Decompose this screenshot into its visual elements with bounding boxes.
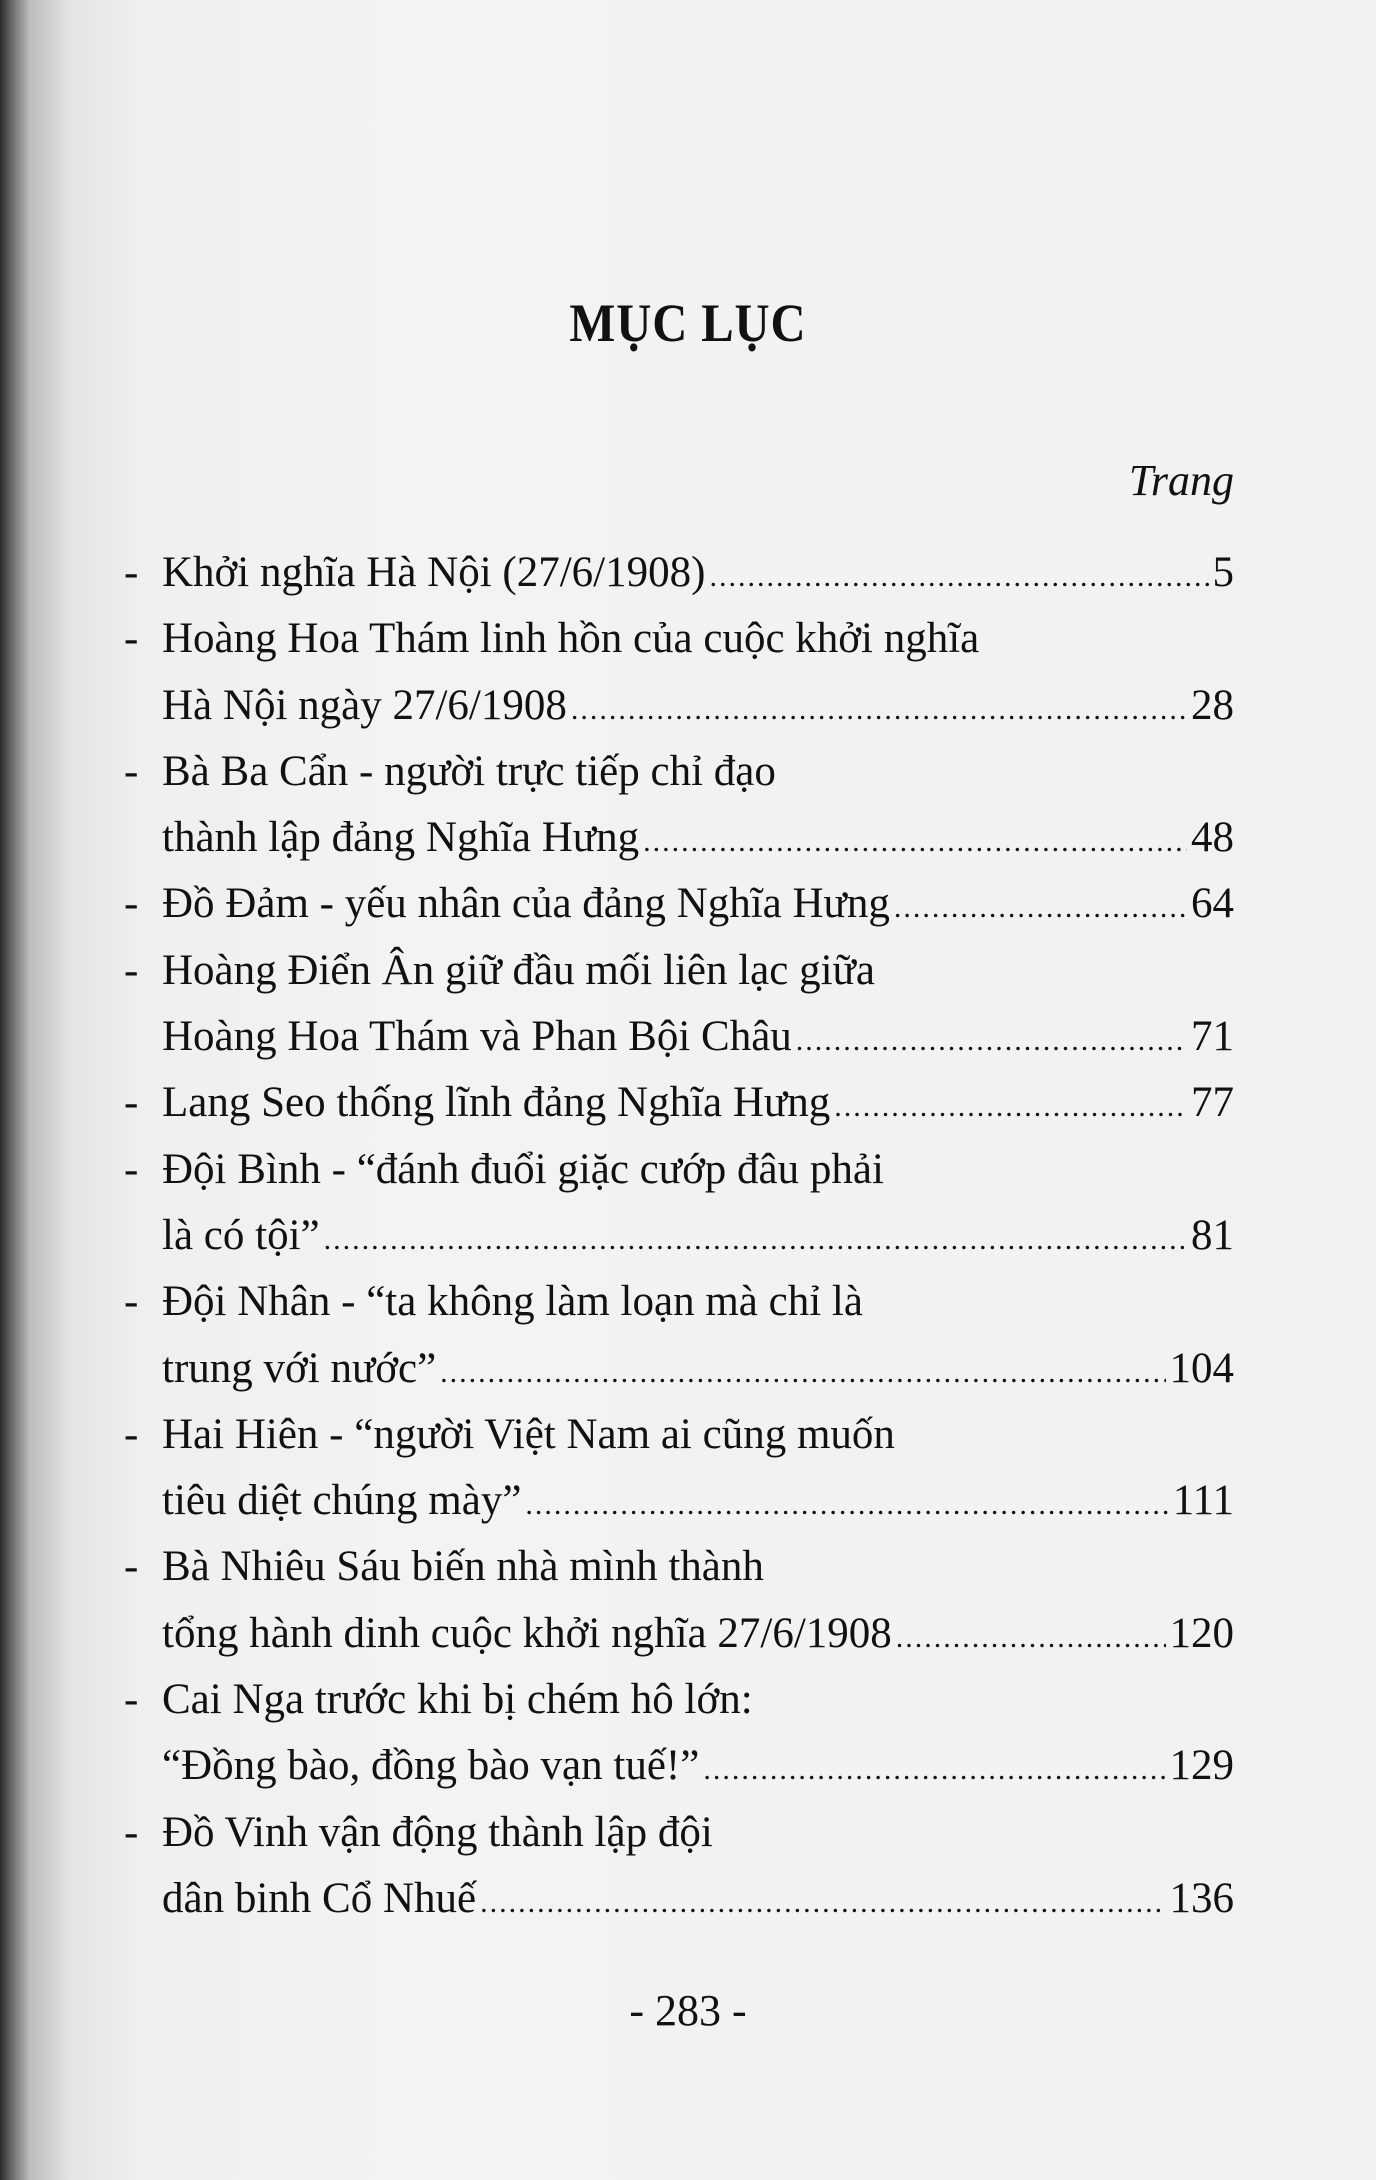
toc-entry-line [124,1667,1234,1733]
toc-entry-line [124,1203,1234,1269]
entry-dash: - [124,946,139,994]
toc-entry-line [124,540,1234,606]
leader-dots [480,1870,1165,1936]
toc-entry [124,739,1234,872]
toc-entry-line [124,673,1234,739]
entry-dash: - [124,1145,139,1193]
entry-dash: - [124,747,139,795]
toc-entry [124,1137,1234,1270]
toc-entry-line [124,1601,1234,1667]
leader-dots [896,1605,1166,1671]
toc-entry [124,606,1234,739]
toc-entry-line [124,1800,1234,1866]
leader-dots [440,1340,1165,1406]
leader-dots [834,1074,1187,1140]
entry-title: Khởi nghĩa Hà Nội (27/6/1908) [162,549,706,596]
entry-title: Đồ Đảm - yếu nhân của đảng Nghĩa Hưng [162,880,890,928]
entry-page-number: 120 [1169,1609,1234,1657]
page-column-label: Trang [1128,456,1234,505]
toc-entry-line [124,1866,1234,1932]
entry-title: Đội Nhân - “ta không làm loạn mà chỉ là [162,1278,863,1326]
leader-dots [324,1207,1187,1273]
entry-page-number: 28 [1191,681,1234,729]
entry-title: Đội Bình - “đánh đuổi giặc cướp đâu phải [162,1145,884,1193]
page-number: - 283 - [629,1986,747,2035]
entry-title: tổng hành dinh cuộc khởi nghĩa 27/6/1908 [162,1609,892,1657]
entry-title: Bà Nhiêu Sáu biến nhà mình thành [162,1543,764,1591]
entry-dash: - [124,1278,139,1326]
entry-title: dân binh Cổ Nhuế [162,1874,477,1922]
entry-dash: - [124,880,139,928]
toc-entry-line [124,938,1234,1004]
leader-dots [571,677,1187,743]
entry-title: Hoàng Hoa Thám và Phan Bội Châu [162,1013,792,1061]
entry-title: trung với nước” [162,1344,437,1392]
leader-dots [525,1472,1168,1538]
toc-entry [124,938,1234,1071]
entry-page-number: 64 [1191,880,1234,928]
toc-entry [124,1070,1234,1136]
toc-entry [124,540,1234,606]
toc-entry-line [124,805,1234,871]
toc-entry-line [124,1733,1234,1799]
entry-title: thành lập đảng Nghĩa Hưng [162,814,640,862]
entry-page-number: 77 [1191,1079,1234,1127]
page-title: MỤC LỤC [569,293,807,353]
entry-page-number: 5 [1212,549,1234,596]
entry-page-number: 104 [1169,1344,1234,1392]
entry-title: Hoàng Hoa Thám linh hồn của cuộc khởi nghĩa [162,615,980,663]
entry-dash: - [124,549,139,596]
toc-entry-line [124,1004,1234,1070]
entry-title: Hai Hiên - “người Việt Nam ai cũng muốn [162,1410,895,1458]
entry-dash: - [124,1808,139,1856]
toc-entry-line [124,1269,1234,1335]
entry-dash: - [124,615,139,663]
toc-entry [124,1800,1234,1933]
toc-entry [124,871,1234,937]
entry-dash: - [124,1410,139,1458]
toc-entry-line [124,606,1234,672]
entry-dash: - [124,1079,139,1127]
entry-page-number: 129 [1169,1742,1234,1790]
entry-dash: - [124,1543,139,1591]
toc-entry [124,1667,1234,1800]
toc-entry-line [124,871,1234,937]
entry-title: là có tội” [162,1211,320,1259]
toc-entry [124,1269,1234,1402]
leader-dots [643,809,1187,875]
toc-entry [124,1402,1234,1535]
entry-title: Cai Nga trước khi bị chém hô lớn: [162,1676,753,1724]
entry-title: Bà Ba Cẩn - người trực tiếp chỉ đạo [162,747,776,795]
entry-page-number: 71 [1191,1013,1234,1061]
leader-dots [796,1008,1187,1074]
leader-dots [894,875,1187,941]
entry-title: Đồ Vinh vận động thành lập đội [162,1808,713,1856]
toc-entry-line [124,1468,1234,1534]
table-of-contents [124,540,1234,1932]
entry-page-number: 136 [1169,1874,1234,1922]
entry-title: tiêu diệt chúng mày” [162,1477,522,1525]
entry-title: Hà Nội ngày 27/6/1908 [162,681,567,729]
entry-page-number: 48 [1191,814,1234,862]
entry-dash: - [124,1676,139,1724]
toc-entry-line [124,1137,1234,1203]
toc-entry-line [124,1336,1234,1402]
toc-entry [124,1534,1234,1667]
toc-entry-line [124,1070,1234,1136]
entry-page-number: 111 [1172,1477,1234,1525]
toc-entry-line [124,739,1234,805]
entry-title: Hoàng Điển Ân giữ đầu mối liên lạc giữa [162,946,875,994]
leader-dots [709,544,1208,610]
leader-dots [703,1737,1165,1803]
toc-entry-line [124,1534,1234,1600]
entry-title: “Đồng bào, đồng bào vạn tuế!” [162,1742,700,1790]
entry-page-number: 81 [1191,1211,1234,1259]
toc-entry-line [124,1402,1234,1468]
entry-title: Lang Seo thống lĩnh đảng Nghĩa Hưng [162,1079,831,1127]
